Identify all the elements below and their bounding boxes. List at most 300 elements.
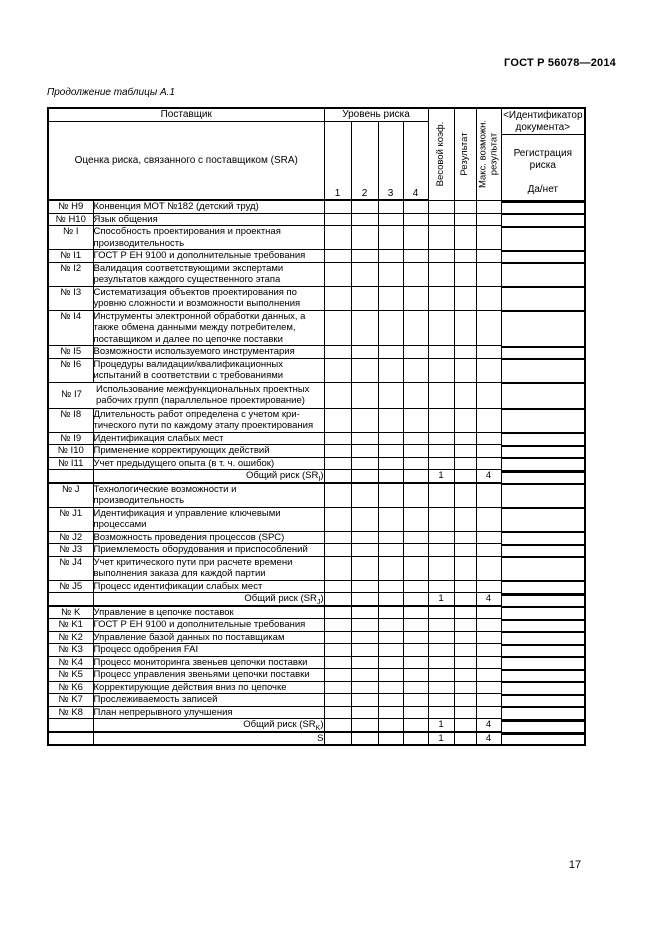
risk-level-1-cell [324, 470, 351, 483]
risk-level-4-cell [403, 669, 428, 682]
result-cell [454, 669, 476, 682]
row-description-cell: Способность проектирования и проектная производительность [93, 226, 324, 250]
result-cell [454, 457, 476, 470]
row-description-cell: Конвенция МОТ №182 (детский труд) [93, 200, 324, 213]
risk-level-4-cell [403, 483, 428, 508]
risk-registration-cell [502, 732, 585, 735]
risk-level-1-cell [324, 580, 351, 593]
weight-coef-cell [428, 644, 454, 657]
risk-registration-cell [502, 531, 585, 533]
risk-level-2-cell [351, 644, 378, 657]
row-description-cell: Систематизация объектов проектирования по уровню сложности и возможности выполнения [93, 286, 324, 310]
risk-level-1-cell [324, 226, 351, 250]
risk-level-2-cell [351, 580, 378, 593]
risk-registration-cell [502, 470, 585, 473]
result-cell [454, 656, 476, 669]
risk-level-2-cell [351, 286, 378, 310]
max-result-line2: результат [487, 132, 499, 176]
row-description-cell: ГОСТ Р ЕН 9100 и дополнительные требования [93, 619, 324, 632]
header-supplier: Поставщик [48, 108, 324, 122]
row-sum-label-cell [93, 732, 324, 746]
result-cell [454, 694, 476, 707]
risk-level-2-cell [351, 432, 378, 445]
risk-table-body [48, 200, 585, 745]
row-number-cell: № K7 [48, 694, 93, 707]
row-sum-label-cell [93, 470, 324, 483]
weight-coef-cell [428, 432, 454, 445]
result-vertical-label: Результат [458, 132, 470, 176]
weight-coef-cell [428, 358, 454, 382]
risk-level-3-cell [378, 694, 403, 707]
risk-level-3-cell [378, 250, 403, 263]
max-result-cell [476, 531, 501, 544]
risk-level-3-cell [378, 593, 403, 606]
risk-level-1-cell [324, 382, 351, 408]
row-number-cell: № I3 [48, 286, 93, 310]
risk-level-1-cell [324, 656, 351, 669]
max-result-cell: 4 [476, 719, 501, 732]
weight-coef-cell [428, 580, 454, 593]
risk-registration-cell [502, 507, 585, 509]
risk-level-2-cell [351, 262, 378, 286]
table-row [48, 310, 585, 346]
max-result-cell [476, 457, 501, 470]
header-max-result [476, 108, 501, 200]
row-number-cell: № J4 [48, 556, 93, 580]
risk-level-4-cell [403, 226, 428, 250]
result-cell [454, 346, 476, 359]
result-cell [454, 470, 476, 483]
table-row [48, 382, 585, 408]
risk-level-4-cell [403, 619, 428, 632]
table-row [48, 507, 585, 531]
risk-registration-cell [502, 445, 585, 447]
row-number-cell: № K1 [48, 619, 93, 632]
risk-level-1-cell [324, 732, 351, 746]
weight-coef-cell [428, 544, 454, 557]
table-row [48, 213, 585, 226]
weight-coef-cell: 1 [428, 732, 454, 746]
weight-coef-cell: 1 [428, 470, 454, 483]
weight-coef-cell [428, 669, 454, 682]
weight-coef-cell [428, 631, 454, 644]
header-weight-coef [428, 108, 454, 200]
table-row [48, 200, 585, 213]
risk-registration-cell [502, 262, 585, 264]
table-row [48, 470, 585, 483]
table-row [48, 556, 585, 580]
table-row [48, 732, 585, 746]
risk-level-2-cell [351, 593, 378, 606]
header-registration-column [501, 108, 585, 200]
header-level-3: 3 [378, 122, 403, 201]
risk-level-1-cell [324, 593, 351, 606]
table-row [48, 262, 585, 286]
risk-level-3-cell [378, 507, 403, 531]
risk-level-1-cell [324, 213, 351, 226]
max-result-cell [476, 694, 501, 707]
risk-level-4-cell [403, 719, 428, 732]
risk-registration-cell [502, 669, 585, 671]
row-description-cell: Управление базой данных по поставщикам [93, 631, 324, 644]
row-number-cell [48, 593, 93, 606]
row-number-cell: № I11 [48, 457, 93, 470]
weight-coef-cell [428, 382, 454, 408]
max-result-vertical-label [478, 120, 499, 188]
risk-level-1-cell [324, 250, 351, 263]
risk-level-4-cell [403, 445, 428, 458]
risk-level-2-cell [351, 226, 378, 250]
risk-level-4-cell [403, 470, 428, 483]
risk-level-1-cell [324, 507, 351, 531]
row-description-cell: Корректирующие действия вниз по цепочке [93, 681, 324, 694]
max-result-cell [476, 606, 501, 619]
row-description-cell: Процесс идентификации слабых мест [93, 580, 324, 593]
weight-coef-cell [428, 619, 454, 632]
risk-level-1-cell [324, 358, 351, 382]
row-description-cell: Применение корректирующих действий [93, 445, 324, 458]
max-result-cell [476, 681, 501, 694]
risk-registration-cell [502, 556, 585, 558]
max-result-cell [476, 656, 501, 669]
weight-coef-cell [428, 694, 454, 707]
result-cell [454, 213, 476, 226]
risk-level-4-cell [403, 681, 428, 694]
risk-registration-cell [502, 358, 585, 360]
page-number: 17 [568, 859, 582, 871]
max-result-cell [476, 445, 501, 458]
risk-registration-cell [502, 593, 585, 596]
header-doc-identifier [502, 109, 585, 135]
risk-level-4-cell [403, 593, 428, 606]
max-result-cell [476, 408, 501, 432]
risk-level-3-cell [378, 732, 403, 746]
result-cell [454, 408, 476, 432]
risk-level-2-cell [351, 213, 378, 226]
header-level-1: 1 [324, 122, 351, 201]
risk-level-4-cell [403, 262, 428, 286]
risk-level-1-cell [324, 719, 351, 732]
weight-coef-cell [428, 483, 454, 508]
risk-level-3-cell [378, 483, 403, 508]
risk-level-3-cell [378, 445, 403, 458]
row-number-cell: № I5 [48, 346, 93, 359]
row-number-cell: № K4 [48, 656, 93, 669]
risk-registration-cell [502, 619, 585, 621]
risk-level-1-cell [324, 531, 351, 544]
sum-label-prefix: S [317, 732, 324, 744]
risk-level-4-cell [403, 358, 428, 382]
row-number-cell: № J1 [48, 507, 93, 531]
risk-level-3-cell [378, 544, 403, 557]
max-result-cell [476, 631, 501, 644]
result-cell [454, 606, 476, 619]
table-row [48, 644, 585, 657]
row-description: Использование межфункциональных проектных рабочих групп (параллельное проектирование) [96, 383, 310, 406]
row-number-cell: № I [48, 226, 93, 250]
risk-registration-cell [502, 631, 585, 633]
risk-registration-cell [502, 286, 585, 288]
risk-registration-cell [502, 706, 585, 708]
risk-level-4-cell [403, 606, 428, 619]
header-sra: Оценка риска, связанного с поставщиком (SRA) [48, 122, 324, 201]
risk-level-1-cell [324, 310, 351, 346]
row-description-cell: Возможность проведения процессов (SPC) [93, 531, 324, 544]
risk-registration-line2: риска [529, 159, 556, 171]
result-cell [454, 644, 476, 657]
max-result-cell [476, 483, 501, 508]
sum-label-subscript: K [315, 724, 321, 732]
max-result-cell: 4 [476, 470, 501, 483]
result-cell [454, 250, 476, 263]
risk-registration-cell [502, 457, 585, 459]
row-number-cell: № K2 [48, 631, 93, 644]
risk-level-3-cell [378, 262, 403, 286]
weight-coef-cell [428, 656, 454, 669]
risk-level-2-cell [351, 483, 378, 508]
max-result-cell [476, 226, 501, 250]
weight-coef-cell [428, 226, 454, 250]
weight-coef-cell [428, 346, 454, 359]
risk-level-1-cell [324, 432, 351, 445]
risk-registration-cell [502, 201, 585, 203]
risk-level-1-cell [324, 619, 351, 632]
row-number-cell: № K [48, 606, 93, 619]
table-row [48, 408, 585, 432]
row-number-cell: № K8 [48, 706, 93, 719]
risk-level-1-cell [324, 669, 351, 682]
sum-label-prefix: Общий риск (SR [244, 593, 317, 604]
risk-level-2-cell [351, 250, 378, 263]
risk-level-2-cell [351, 719, 378, 732]
risk-level-2-cell [351, 507, 378, 531]
risk-level-2-cell [351, 457, 378, 470]
risk-level-2-cell [351, 732, 378, 746]
risk-level-1-cell [324, 706, 351, 719]
risk-level-2-cell [351, 310, 378, 346]
risk-level-4-cell [403, 531, 428, 544]
row-description-cell: Приемлемость оборудования и приспособлений [93, 544, 324, 557]
weight-coef-cell [428, 445, 454, 458]
max-result-cell [476, 250, 501, 263]
risk-registration-cell [502, 432, 585, 434]
weight-coef-cell [428, 408, 454, 432]
row-description-cell: Идентификация слабых мест [93, 432, 324, 445]
result-cell [454, 262, 476, 286]
row-number-cell: № J [48, 483, 93, 508]
max-result-cell [476, 619, 501, 632]
risk-level-4-cell [403, 544, 428, 557]
risk-level-1-cell [324, 544, 351, 557]
max-result-cell [476, 706, 501, 719]
header-level-4: 4 [403, 122, 428, 201]
risk-level-3-cell [378, 432, 403, 445]
row-description-cell: Возможности используемого инструментария [93, 346, 324, 359]
table-row [48, 358, 585, 382]
result-cell [454, 706, 476, 719]
row-description-cell: Процедуры валидации/квалификационных испытаний в соответствии с требованиями [93, 358, 324, 382]
row-number-cell: № I1 [48, 250, 93, 263]
row-description-cell: Инструменты электронной обработки данных, а также обмена данными между потребителем, поставщиком и далее по цепочке поставки [93, 310, 324, 346]
document-title: ГОСТ Р 56078—2014 [504, 57, 616, 69]
sum-label-suffix: ) [320, 719, 324, 730]
max-result-cell [476, 358, 501, 382]
risk-registration-cell [502, 606, 585, 608]
risk-level-4-cell [403, 310, 428, 346]
risk-level-2-cell [351, 631, 378, 644]
risk-level-1-cell [324, 556, 351, 580]
risk-registration-cell [502, 694, 585, 696]
table-row [48, 669, 585, 682]
result-cell [454, 732, 476, 746]
risk-level-3-cell [378, 226, 403, 250]
risk-level-2-cell [351, 606, 378, 619]
row-number-cell: № K3 [48, 644, 93, 657]
risk-level-2-cell [351, 445, 378, 458]
risk-registration-line1: Регистрация [513, 148, 573, 159]
row-number-cell [48, 719, 93, 732]
doc-identifier-line2: документа> [515, 121, 571, 133]
result-cell [454, 286, 476, 310]
risk-level-4-cell [403, 694, 428, 707]
risk-level-2-cell [351, 669, 378, 682]
risk-level-1-cell [324, 262, 351, 286]
result-cell [454, 382, 476, 408]
risk-level-1-cell [324, 445, 351, 458]
risk-registration-cell [502, 644, 585, 646]
header-risk-registration-block [502, 135, 585, 199]
row-number-cell: № I2 [48, 262, 93, 286]
sum-label-suffix: ) [320, 593, 324, 604]
risk-level-4-cell [403, 457, 428, 470]
risk-registration-cell [502, 226, 585, 228]
risk-level-3-cell [378, 470, 403, 483]
risk-level-2-cell [351, 556, 378, 580]
risk-level-4-cell [403, 346, 428, 359]
row-number-cell: № I4 [48, 310, 93, 346]
risk-level-3-cell [378, 681, 403, 694]
row-number-cell: № J2 [48, 531, 93, 544]
table-row [48, 606, 585, 619]
max-result-cell [476, 346, 501, 359]
risk-level-1-cell [324, 408, 351, 432]
row-number-cell: № J3 [48, 544, 93, 557]
weight-coef-vertical-label: Весовой коэф. [434, 121, 446, 187]
table-row [48, 719, 585, 732]
row-description-cell: Учет предыдущего опыта (в т. ч. ошибок) [93, 457, 324, 470]
row-description-cell: Прослеживаемость записей [93, 694, 324, 707]
weight-coef-cell: 1 [428, 719, 454, 732]
header-level-2: 2 [351, 122, 378, 201]
risk-level-3-cell [378, 346, 403, 359]
sum-label-suffix: ) [320, 470, 324, 481]
result-cell [454, 619, 476, 632]
weight-coef-cell [428, 706, 454, 719]
risk-level-4-cell [403, 732, 428, 746]
risk-level-2-cell [351, 706, 378, 719]
table-caption: Продолжение таблицы А.1 [47, 87, 175, 98]
table-row [48, 619, 585, 632]
row-description-cell: Процесс мониторинга звеньев цепочки поставки [93, 656, 324, 669]
risk-level-3-cell [378, 669, 403, 682]
risk-registration-cell [502, 408, 585, 410]
risk-level-2-cell [351, 531, 378, 544]
max-result-cell [476, 580, 501, 593]
weight-coef-cell [428, 681, 454, 694]
row-sum-label-cell [93, 593, 324, 606]
max-result-cell [476, 556, 501, 580]
max-result-cell [476, 262, 501, 286]
risk-level-3-cell [378, 606, 403, 619]
risk-level-1-cell [324, 286, 351, 310]
row-number-cell: № I9 [48, 432, 93, 445]
row-description-cell: План непрерывного улучшения [93, 706, 324, 719]
table-row [48, 531, 585, 544]
risk-registration-cell [502, 382, 585, 384]
row-number-cell: № I6 [48, 358, 93, 382]
max-result-cell [476, 544, 501, 557]
risk-level-3-cell [378, 457, 403, 470]
row-merged-cell [48, 382, 324, 408]
risk-level-1-cell [324, 681, 351, 694]
risk-level-4-cell [403, 382, 428, 408]
weight-coef-cell: 1 [428, 593, 454, 606]
risk-level-3-cell [378, 644, 403, 657]
risk-level-2-cell [351, 694, 378, 707]
row-description-cell: Технологические возможности и производительность [93, 483, 324, 508]
risk-level-2-cell [351, 544, 378, 557]
risk-registration-cell [502, 544, 585, 546]
sum-label-prefix: Общий риск (SR [245, 470, 319, 481]
row-number: № I7 [61, 389, 82, 401]
max-result-cell [476, 286, 501, 310]
header-risk-level: Уровень риска [324, 108, 428, 122]
result-cell [454, 310, 476, 346]
risk-level-4-cell [403, 656, 428, 669]
row-description-cell: Учет критического пути при расчете времени выполнения заказа для каждой партии [93, 556, 324, 580]
table-row [48, 706, 585, 719]
risk-level-3-cell [378, 706, 403, 719]
risk-level-3-cell [378, 531, 403, 544]
risk-level-2-cell [351, 656, 378, 669]
risk-registration-cell [502, 483, 585, 485]
max-result-cell [476, 382, 501, 408]
table-row [48, 346, 585, 359]
row-description-cell: Идентификация и управление ключевыми процессами [93, 507, 324, 531]
max-result-cell [476, 310, 501, 346]
weight-coef-cell [428, 531, 454, 544]
row-number-cell [48, 732, 93, 746]
row-number-cell [48, 470, 93, 483]
table-row [48, 250, 585, 263]
result-cell [454, 681, 476, 694]
weight-coef-cell [428, 457, 454, 470]
weight-coef-cell [428, 310, 454, 346]
result-cell [454, 631, 476, 644]
risk-level-4-cell [403, 631, 428, 644]
risk-level-3-cell [378, 213, 403, 226]
risk-level-3-cell [378, 631, 403, 644]
max-result-cell [476, 213, 501, 226]
max-result-cell [476, 432, 501, 445]
table-row [48, 694, 585, 707]
risk-level-3-cell [378, 382, 403, 408]
row-number-cell: № J5 [48, 580, 93, 593]
table-row [48, 593, 585, 606]
row-description-cell: Валидация соответствующими экспертами результатов каждого существенного этапа [93, 262, 324, 286]
risk-level-1-cell [324, 457, 351, 470]
weight-coef-cell [428, 606, 454, 619]
